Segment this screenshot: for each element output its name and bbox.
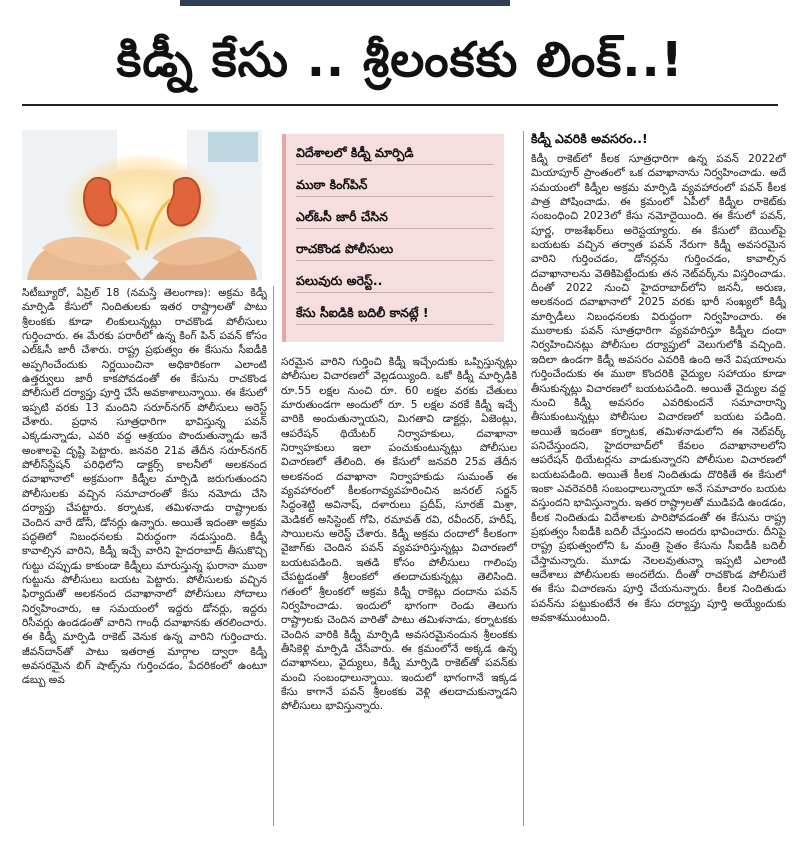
top-bar [0, 0, 800, 6]
article-column-1 [22, 286, 267, 826]
top-bar-segment [180, 0, 510, 6]
callout-line: కేసు సీఐడికి బదిలీ కానట్లే ! [296, 304, 494, 325]
callout-line: ముఠా కింగ్‌పిన్ [296, 176, 494, 197]
column-divider [273, 286, 274, 826]
column-2-text: సరమైన వారిని గుర్తించి కిడ్నీ ఇచ్చేందుకు ఒప్పిస్తున్నట్లు పోలీసుల విచారణలో వెల్లడయ్యింది. ఒకో కిడ్నీ మార్పిడికి రూ.55 లక్షల నుంచి రూ. 60 లక్షల వరకు చేతులు మారుతుండగా అందులో రూ. 5 లక్షల వరకే కిడ్నీ ఇచ్చే వారికి అందుతున్నాయని, మిగతావి డాక్టర్లు, ఏజెంట్లు, ఆపరేషన్ థియేటర్ నిర్వాహకులు, దవాఖానా నిర్వాహకులు ఇలా పంచుకుంటున్నట్లు పోలీసుల విచారణలో తేలింది. ఈ కేసులో జనవరి 25వ తేదీన అలకనంద దవాఖానా నిర్వాహకుడు సుమంత్ ఈ వ్యవహారంలో కీలకంగావ్యవహరించిన జనరల్ సర్జన్ సిద్ధంశెట్టి అవినాష్, దళారులు ప్రదీప్, సూరజ్ మిశ్రా, మెడికల్ అసిస్టెంట్ గోపి, రమావత్ రవి, రవీందర్, హరీష్, సాయిలను అరెస్ట్ చేశారు. కిడ్నీ అక్రమ దందాలో కీలకంగా వైజాగ్‌కు చెందిన పవన్ వ్యవహరిస్తున్నట్లు విచారణలో బయటపడింది. ఇతడి కోసం పోలీసులు గాలింపు చేపట్టడంతో శ్రీలంకలో తలదాచుకున్నట్లు తెలిసింది. గతంలో శ్రీలంకలో అక్రమ కిడ్నీ రాకెట్లు దందాను పవన్ నిర్వహించాడు. ఇందులో భాగంగా రెండు తెలుగు రాష్ట్రాలకు చెందిన వారితో పాటు తమిళనాడు, కర్నాటకకు చెందిన వారికి కిడ్నీ మార్పిడి అవసరమైనందున శ్రీలంకకు తీసికెళ్లి మార్పిడి చేసేవారు. ఈ క్రమంలోనే అక్కడ ఉన్న దవాఖానలు, వైద్యులు, కిడ్నీ మార్పిడి రాకెట్‌తో పవన్‌కు మంచి సంబంధాలున్నాయి. ఇందులో భాగంగానే ఇక్కడ కేసు కాగానే పవన్ శ్రీలంకకు వెళ్లి తలదాచుకున్నాడని పోలీసులు భావిస్తున్నారు. [281, 356, 517, 713]
kidney-photo [22, 130, 262, 280]
callout-line: రాచకొండ పోలీసులు [296, 240, 494, 261]
column-3-subhead: కిడ్నీ ఎవరికి అవసరం..! [531, 131, 648, 146]
callout-line: విదేశాలలో కిడ్నీ మార్పిడి [296, 144, 494, 165]
callout-line: పలువురు అరెస్ట్.. [296, 272, 494, 293]
headline-rule [22, 104, 778, 106]
column-divider [523, 131, 524, 826]
column-1-text: సిటీబ్యూరో, ఏప్రిల్ 18 (నమస్తే తెలంగాణ): అక్రమ కిడ్నీ మార్పిడి కేసులో నిందితులకు ఇతర రాష్ట్రాలతో పాటు శ్రీలంకకు కూడా లింకులున్నట్లు రాచకొండ పోలీసులు గుర్తించారు. ఈ మేరకు పరారీలో ఉన్న కింగ్ పిన్ పవన్ కోసం ఎల్‌ఓసీ జారీ చేశారు. రాష్ట్ర ప్రభుత్వం ఈ కేసును సీఐడీకి అప్పగించేందుకు నిర్ణయించినా అధికారికంగా ఎలాంటి ఉత్తర్వులు జారీ కాకపోవడంతో ఈ కేసును రాచకొండ పోలీసులే దర్యాప్తు పూర్తి చేసే అవకాశాలున్నాయి. ఈ కేసులో ఇప్పటి వరకు 13 మందిని సరూర్‌నగర్ పోలీసులు అరెస్ట్ చేశారు. ప్రధాన సూత్రధారిగా భావిస్తున్న పవన్ ఎక్కడున్నాడు, ఎవరి వద్ద ఆశ్రయం పొందుతున్నాడు అనే అంశాలపై దృష్టి పెట్టారు. జనవరి 21వ తేదీన సరూర్‌నగర్ పోలీస్‌స్టేషన్ పరిధిలోని డాక్టర్స్ కాలనీలో అలకనంద దవాఖానాలో అక్రమంగా కిడ్నీల మార్పిడి జరుగుతుందని పోలీసులకు వచ్చిన సమాచారంతో కేసు నమోదు చేసి దర్యాప్తు చేపట్టారు. కర్నాటక, తమిళనాడు రాష్ట్రాలకు చెందిన వారే డోనీ, డోనర్లు ఉన్నారు. అయితే ఇదంతా అక్రమ పద్ధతిలో నిబంధనలకు విరుద్ధంగా నడుస్తుంది. కిడ్నీ కావాల్సిన వారిని, కిడ్నీ ఇచ్చే వారిని హైదరాబాద్ తీసుకొచ్చి గుట్టు చప్పుడు కాకుండా కిడ్నీలు మారుస్తున్న ఘరానా ముఠా గుట్టును పోలీసులు బయట పెట్టారు. పోలీసులకు వచ్చిన ఫిర్యాదుతో అలకనంద దవాఖానాలో పోలీసులు సోదాలు నిర్వహించారు, ఆ సమయంలో ఇద్దరు డోనర్లు, ఇద్దరు రిసీవర్లు ఉండడంతో వారిని గాంధీ దవాఖానకు తరలించారు. ఈ కిడ్నీ మార్పిడి రాకెట్ వెనుక ఉన్న వారిని గుర్తించారు. జీవన్‌దాన్‌తో పాటు ఇతరాత్ర మార్గాల ద్వారా కిడ్నీ అవసరమైన బిగ్ షాట్స్‌ను గుర్తించడం, పేదరికంలో ఉంటూ డబ్బు అవ [22, 287, 267, 687]
article-column-3 [531, 152, 786, 826]
callout-line: ఎల్‌ఓసీ జారీ చేసిన [296, 208, 494, 229]
highlights-callout [282, 134, 504, 342]
article-column-2 [281, 355, 517, 826]
kidney-hands-illustration [22, 130, 262, 280]
headline: కిడ్నీ కేసు .. శ్రీలంకకు లింక్..! [116, 32, 684, 88]
column-3-text: కిడ్నీ రాకెట్‌లో కీలక సూత్రధారిగా ఉన్న పవన్ 2022లో మియాపూర్ ప్రాంతంలో ఒక దవాఖానాను నిర్వహించాడు. అదే సమయంలో కిడ్నీల అక్రమ మార్పిడి వ్యవహారంలో పవన్ కీలక పాత్ర పోషించాడు. ఈ క్రమంలో ఏపీలో కిడ్నీల రాకెట్‌కు సంబంధించి 2023లో కేసు నమోదైయింది. ఈ కేసులో పవన్, పూర్ణ, రాజశేఖర్‌లు అరెస్టయ్యారు. ఈ కేసులో బెయిల్‌పై బయటకు వచ్చిన తర్వాత పవన్ నేరుగా కిడ్నీ అవసరమైన వారిని గుర్తించడం, డోనర్లను గుర్తించడం, కావాల్సిన దవాఖానాలను వెతికిపెట్టేందుకు తన నెట్‌వర్క్‌ను విస్తరించాడు. దీంతో 2022 నుంచి హైదరాబాద్‌లోని జననీ, అరుణ, అలకనంద దవాఖానాలో 2025 వరకు భారీ సంఖ్యలో కిడ్నీ మార్పిడీలు నిబంధనలకు విరుద్ధంగా నిర్వహించారు. ఈ ముఠాలకు పవన్ సూత్రధారిగా వ్యవహరిస్తూ కిడ్నీల దందా నిర్వహించినట్లు పోలీసుల దర్యాప్తులో వెలుగులోకి వచ్చింది. ఇదిలా ఉండగా కిడ్నీ అవసరం ఎవరికి ఉంది అనే విషయాలను గుర్తించేందుకు ఈ ముఠా కొందరికి వైద్యుల సహాయం కూడా తీసుకున్నట్లు విచారణలో బయటపడింది. అయితే వైద్యుల వద్ద నుంచి కిడ్నీ అవసరం ఎవరికుందనే సమాచారాన్ని తీసుకుంటున్నట్లు పోలీసుల విచారణలో బయట పడింది. అయితే ఇదంతా కర్నాటక, తమిళనాడులోని ఈ నెట్‌వర్క్ పనిచేస్తుందని, హైదరాబాద్‌లో కేవలం దవాఖానాలలోని ఆపరేషన్ థియేటర్లను వాడుకున్నారని పోలీసుల విచారణలో బయటపడింది. అయితే కీలక నిందితుడు దొరికితే ఈ కేసులో ఇంకా ఎవరెవరికి సంబంధాలున్నాయా అనే సమాచారం బయట వస్తుందని భావిస్తున్నారు. ఇతర రాష్ట్రాలతో ముడిపడి ఉండడం, కీలక నిందితుడు విదేశాలకు పారిపోవడంతో ఈ కేసును రాష్ట్ర ప్రభుత్వం సీఐడీకి బదిలీ చేస్తుందని అందరు భావించారు. దీనిపై రాష్ట్ర ప్రభుత్వంలోని ఓ మంత్రి సైతం కేసును సీఐడీకి బదిలీ చేస్తామన్నారు. మూడు నెలలవుతున్నా ఇప్పటి ఎలాంటి ఆదేశాలు పోలీసులకు అందలేదు. దీంతో రాచకొండ పోలీసులే ఈ కేసు విచారణను పూర్తి చేయనున్నారు. కీలక నిందితుడు పవన్‌ను పట్టుకుంటేనే ఈ కేసు దర్యాప్తు పూర్తి అయ్యేందుకు అవకాశముంటుంది. [531, 153, 786, 624]
